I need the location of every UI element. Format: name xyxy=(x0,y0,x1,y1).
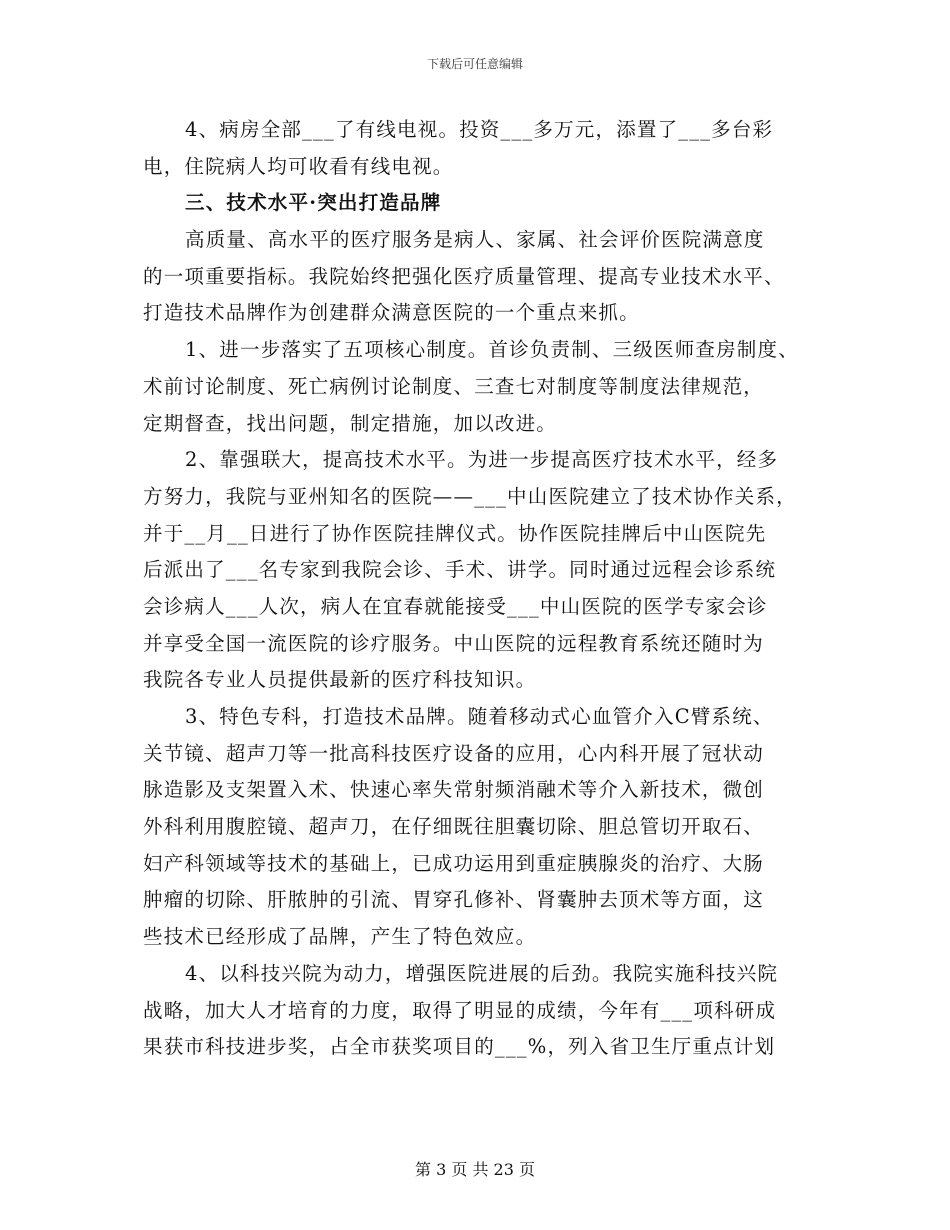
paragraph-line: 后派出了___名专家到我院会诊、手术、讲学。同时通过远程会诊系统 xyxy=(143,558,777,582)
paragraph-line: 的一项重要指标。我院始终把强化医疗质量管理、提高专业技术水平、 xyxy=(143,264,785,288)
paragraph-line: 果获市科技进步奖，占全市获奖项目的___%，列入省卫生厅重点计划 xyxy=(143,1035,776,1059)
paragraph-line: 外科利用腹腔镜、超声刀，在仔细既往胆囊切除、胆总管切开取石、 xyxy=(143,815,765,839)
paragraph-line: 并于__月__日进行了协作医院挂牌仪式。协作医院挂牌后中山医院先 xyxy=(143,521,767,545)
paragraph-line: 4、以科技兴院为动力，增强医院进展的后劲。我院实施科技兴院 xyxy=(185,961,779,985)
paragraph-line: 高质量、高水平的医疗服务是病人、家属、社会评价医院满意度 xyxy=(185,228,765,252)
paragraph-line: 2、靠强联大，提高技术水平。为进一步提高医疗技术水平，经多 xyxy=(185,448,779,472)
paragraph-line: 会诊病人___人次，病人在宜春就能接受___中山医院的医学专家会诊 xyxy=(143,594,768,618)
section-heading: 三、技术水平·突出打造品牌 xyxy=(185,191,442,215)
paragraph-line: 我院各专业人员提供最新的医疗科技知识。 xyxy=(143,668,537,692)
paragraph-line: 电，住院病人均可收看有线电视。 xyxy=(143,154,454,178)
paragraph-line: 肿瘤的切除、肝脓肿的引流、胃穿孔修补、肾囊肿去顶术等方面，这 xyxy=(143,888,765,912)
paragraph-line: 脉造影及支架置入术、快速心率失常射频消融术等介入新技术，微创 xyxy=(143,778,765,802)
page-footer: 第 3 页 共 23 页 xyxy=(415,1160,535,1179)
page-header: 下载后可任意编辑 xyxy=(426,57,523,71)
paragraph-line: 方努力，我院与亚州知名的医院——___中山医院建立了技术协作关系， xyxy=(143,484,797,508)
paragraph-line: 战略，加大人才培育的力度，取得了明显的成绩，今年有___项科研成 xyxy=(143,998,777,1022)
paragraph-line: 打造技术品牌作为创建群众满意医院的一个重点来抓。 xyxy=(143,301,640,325)
paragraph-line: 4、病房全部___了有线电视。投资___多万元，添置了___多台彩 xyxy=(185,118,774,141)
paragraph-line: 并享受全国一流医院的诊疗服务。中山医院的远程教育系统还随时为 xyxy=(143,631,765,655)
paragraph-line: 术前讨论制度、死亡病例讨论制度、三查七对制度等制度法律规范， xyxy=(143,374,765,398)
paragraph-line: 定期督查，找出问题，制定措施，加以改进。 xyxy=(143,411,558,435)
paragraph-line: 妇产科领域等技术的基础上，已成功运用到重症胰腺炎的治疗、大肠 xyxy=(143,851,765,875)
paragraph-line: 3、特色专科，打造技术品牌。随着移动式心血管介入C臂系统、 xyxy=(185,705,774,728)
document-body xyxy=(143,112,823,1066)
paragraph-line: 1、进一步落实了五项核心制度。首诊负责制、三级医师查房制度、 xyxy=(185,338,799,362)
paragraph-line: 些技术已经形成了品牌，产生了特色效应。 xyxy=(143,925,537,949)
paragraph-line: 关节镜、超声刀等一批高科技医疗设备的应用，心内科开展了冠状动 xyxy=(143,741,765,765)
